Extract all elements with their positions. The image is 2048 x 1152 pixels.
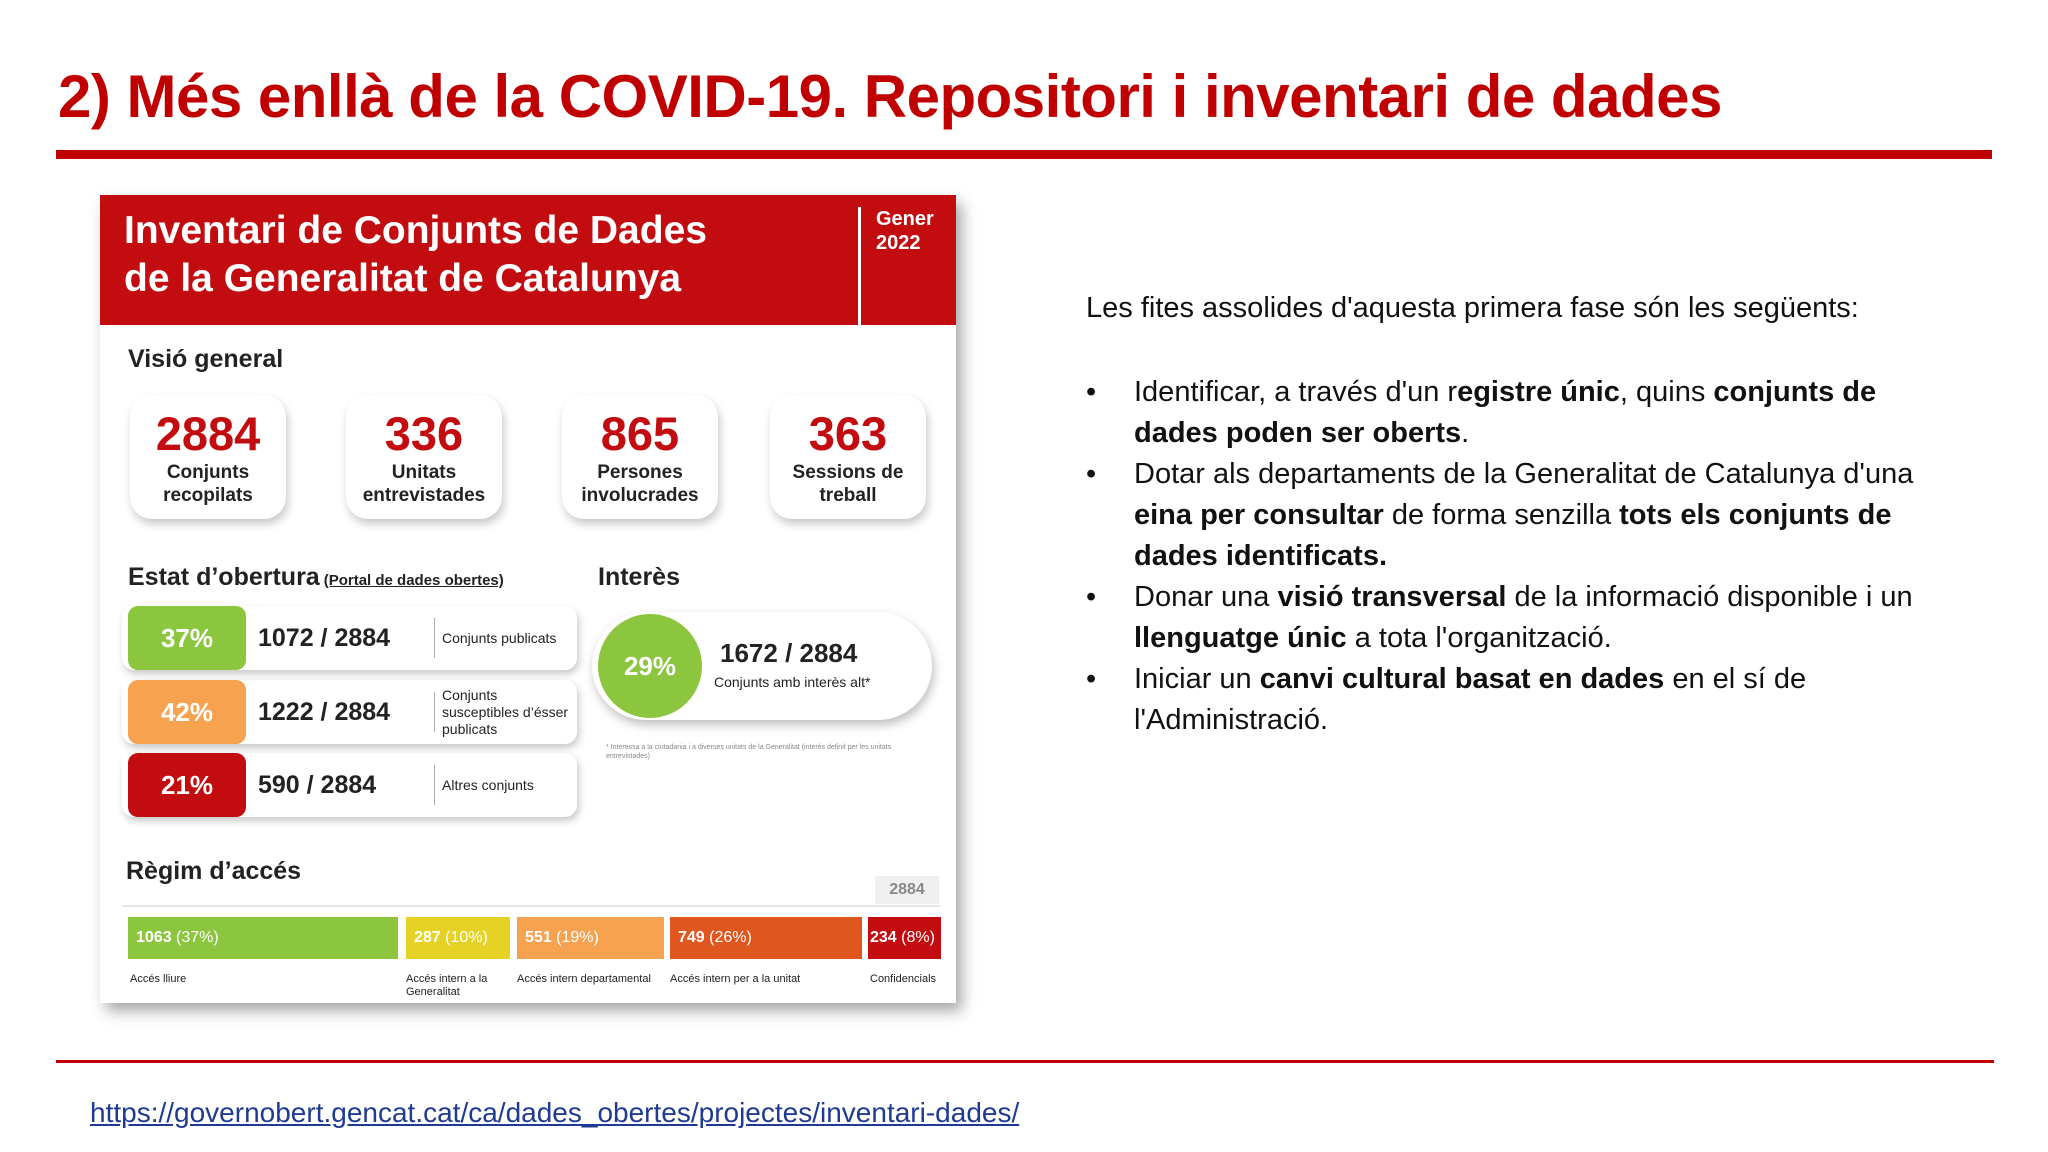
opening-row-other: 21% 590 / 2884 Altres conjunts <box>122 753 577 817</box>
source-link[interactable]: https://governobert.gencat.cat/ca/dades_obertes/projectes/inventari-dades/ <box>90 1097 1020 1128</box>
portal-link[interactable]: (Portal de dades obertes) <box>323 572 504 589</box>
infographic-title: Inventari de Conjunts de Dades de la Generalitat de Catalunya <box>124 209 707 300</box>
access-label-unit: Accés intern per a la unitat <box>670 973 801 985</box>
access-heading: Règim d’accés <box>126 857 302 885</box>
list-item: • Identificar, a través d'un registre únic, quins conjunts de dades poden ser oberts. <box>1086 376 1877 449</box>
interest-footnote: * Interessa a la ciutadania i a diverses unitats de la Generalitat (interès definit per les unitats entrevistades) <box>606 744 892 760</box>
milestones-list <box>1086 372 1916 741</box>
access-bar-free: 1063 (37%) <box>128 917 398 959</box>
access-label-free: Accés lliure <box>130 973 187 985</box>
interest-label: Conjunts amb interès alt* <box>714 674 871 690</box>
interest-pct: 29% <box>598 614 702 718</box>
infographic-header <box>100 195 956 325</box>
stat-card-sessions: 363 Sessions de treball <box>770 395 926 519</box>
list-item: • Donar una visió transversal de la informació disponible i un llenguatge únic a tota l'organització. <box>1086 581 1913 654</box>
list-item: • Dotar als departaments de la Generalitat de Catalunya d'una eina per consultar de forma senzilla tots els conjunts de dades identificats. <box>1086 458 1914 572</box>
list-item: • Iniciar un canvi cultural basat en dades en el sí de l'Administració. <box>1086 663 1807 736</box>
stat-card-units: 336 Unitats entrevistades <box>346 395 502 519</box>
access-bar-unit: 749 (26%) <box>670 917 862 959</box>
access-axis <box>122 905 940 907</box>
access-label-department: Accés intern departamental <box>517 973 651 985</box>
interest-count: 1672 / 2884 <box>720 638 858 668</box>
stat-card-datasets: 2884 Conjunts recopilats <box>130 395 286 519</box>
interest-card <box>592 612 932 720</box>
opening-row-published: 37% 1072 / 2884 Conjunts publicats <box>122 606 577 670</box>
title-divider <box>56 150 1992 159</box>
access-bar-generalitat: 287 (10%) <box>406 917 510 959</box>
access-label-confidential: Confidencials <box>870 973 937 985</box>
opening-row-publishable: 42% 1222 / 2884 Conjunts susceptibles d’ésser publicats <box>122 680 577 744</box>
access-total: 2884 <box>875 876 939 904</box>
access-bar-department: 551 (19%) <box>517 917 664 959</box>
intro-text: Les fites assolides d'aquesta primera fase són les següents: <box>1086 292 1859 324</box>
access-label-generalitat: Accés intern a la Generalitat <box>406 973 488 998</box>
overview-heading: Visió general <box>128 345 284 373</box>
infographic-date: Gener 2022 <box>876 208 934 254</box>
header-divider <box>858 207 861 325</box>
interest-heading: Interès <box>598 563 680 591</box>
stat-card-people: 865 Persones involucrades <box>562 395 718 519</box>
slide-title: 2) Més enllà de la COVID-19. Repositori i inventari de dades <box>58 63 1722 130</box>
inventory-infographic <box>100 195 956 1003</box>
opening-heading: Estat d’obertura (Portal de dades obertes) <box>128 563 504 591</box>
access-bar-confidential: 234 (8%) <box>868 917 941 959</box>
footer-divider <box>56 1060 1994 1063</box>
